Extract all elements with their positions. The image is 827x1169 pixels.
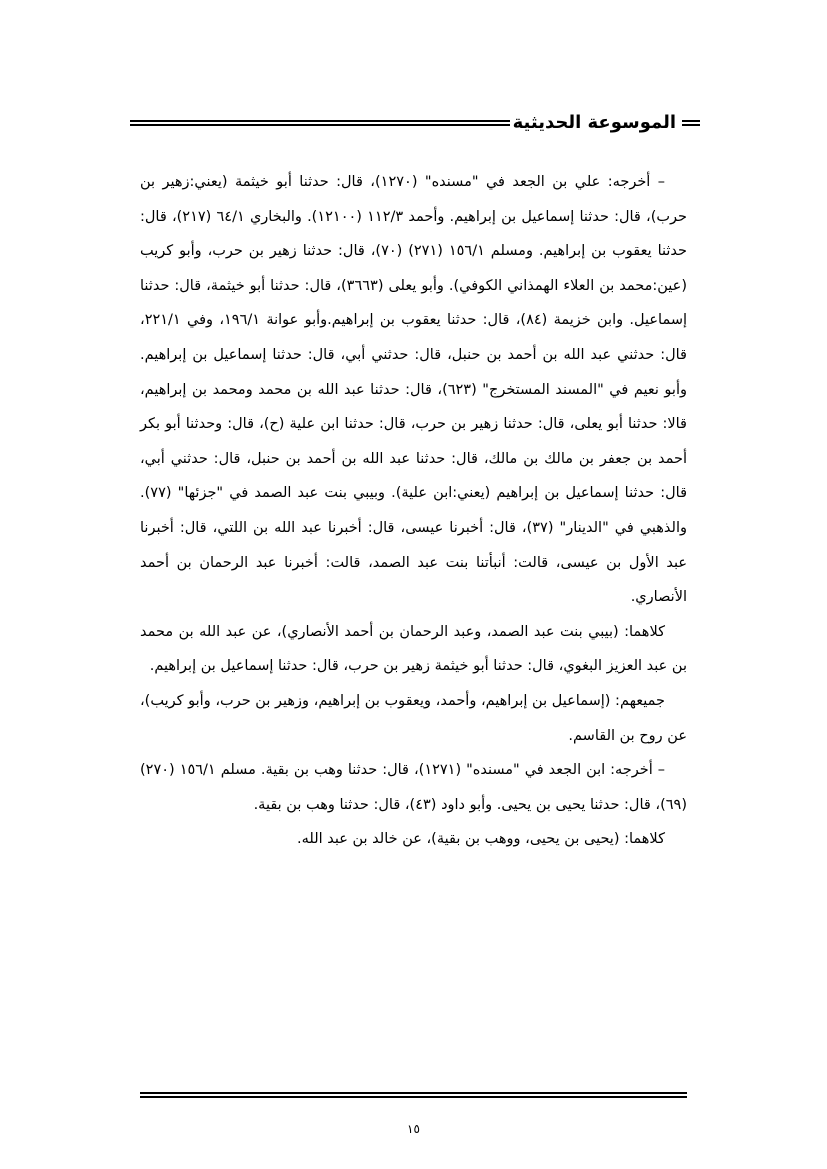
header-rule-right — [682, 120, 700, 126]
page-header — [130, 108, 700, 138]
paragraph-kilahuma-1: كلاهما: (بيبي بنت عبد الصمد، وعبد الرحمان بن أحمد الأنصاري)، عن عبد الله بن محمد بن عبد العزيز البغوي، قال: حدثنا أبو خيثمة زهير بن حرب، قال: حدثنا إسماعيل بن إبراهيم. — [140, 623, 687, 675]
footer-rule — [140, 1092, 687, 1098]
paragraph-jamiuhum: جميعهم: (إسماعيل بن إبراهيم، وأحمد، ويعقوب بن إبراهيم، وزهير بن حرب، وأبو كريب)، عن روح بن القاسم. — [140, 692, 687, 744]
paragraph-takhrij-1: – أخرجه: علي بن الجعد في "مسنده" (١٢٧٠)، قال: حدثنا أبو خيثمة (يعني:زهير بن حرب)، قال: حدثنا إسماعيل بن إبراهيم. وأحمد ١١٢/٣ (١٢١٠٠). والبخاري ٦٤/١ (٢١٧)، قال: حدثنا يعقوب بن إبراهيم. ومسلم ١٥٦/١ (٢٧١) (٧٠)، قال: حدثنا زهير بن حرب، وأبو كريب (عين:محمد بن العلاء الهمذاني الكوفي). وأبو يعلى (٣٦٦٣)، قال: حدثنا أبو خيثمة، قال: حدثنا إسماعيل. وابن خزيمة (٨٤)، قال: حدثنا يعقوب بن إبراهيم.وأبو عوانة ١٩٦/١، وفي ٢٢١/١، قال: حدثني عبد الله بن أحمد بن حنبل، قال: حدثني أبي، قال: حدثنا إسماعيل بن إبراهيم. وأبو نعيم في "المسند المستخرج" (٦٢٣)، قال: حدثنا عبد الله بن محمد ومحمد بن إبراهيم، قالا: حدثنا أبو يعلى، قال: حدثنا زهير بن حرب، قال: حدثنا ابن علية (ح)، قال: وحدثنا أبو بكر أحمد بن جعفر بن مالك بن مالك، قال: حدثنا عبد الله بن أحمد بن حنبل، قال: حدثني أبي، قال: حدثنا إسماعيل بن إبراهيم (يعني:ابن علية). وبيبي بنت عبد الصمد في "جزئها" (٧٧). والذهبي في "الدينار" (٣٧)، قال: أخبرنا عيسى، قال: أخبرنا عبد الله بن اللتي، قال: أخبرنا عبد الأول بن عيسى، قالت: أنبأتنا بنت عبد الصمد، قالت: أخبرنا عبد الرحمان بن أحمد الأنصاري. — [140, 174, 688, 606]
header-rule-left — [130, 120, 510, 126]
page-header-title: الموسوعة الحديثية — [512, 112, 676, 133]
paragraph-kilahuma-2: كلاهما: (يحيى بن يحيى، ووهب بن بقية)، عن خالد بن عبد الله. — [297, 831, 665, 848]
page-number: ١٥ — [407, 1122, 420, 1136]
page-body — [140, 165, 687, 857]
paragraph-takhrij-2: – أخرجه: ابن الجعد في "مسنده" (١٢٧١)، قال: حدثنا وهب بن بقية. مسلم ١٥٦/١ (٢٧٠) (٦٩)، قال: حدثنا يحيى بن يحيى. وأبو داود (٤٣)، قال: حدثنا وهب بن بقية. — [140, 762, 687, 813]
